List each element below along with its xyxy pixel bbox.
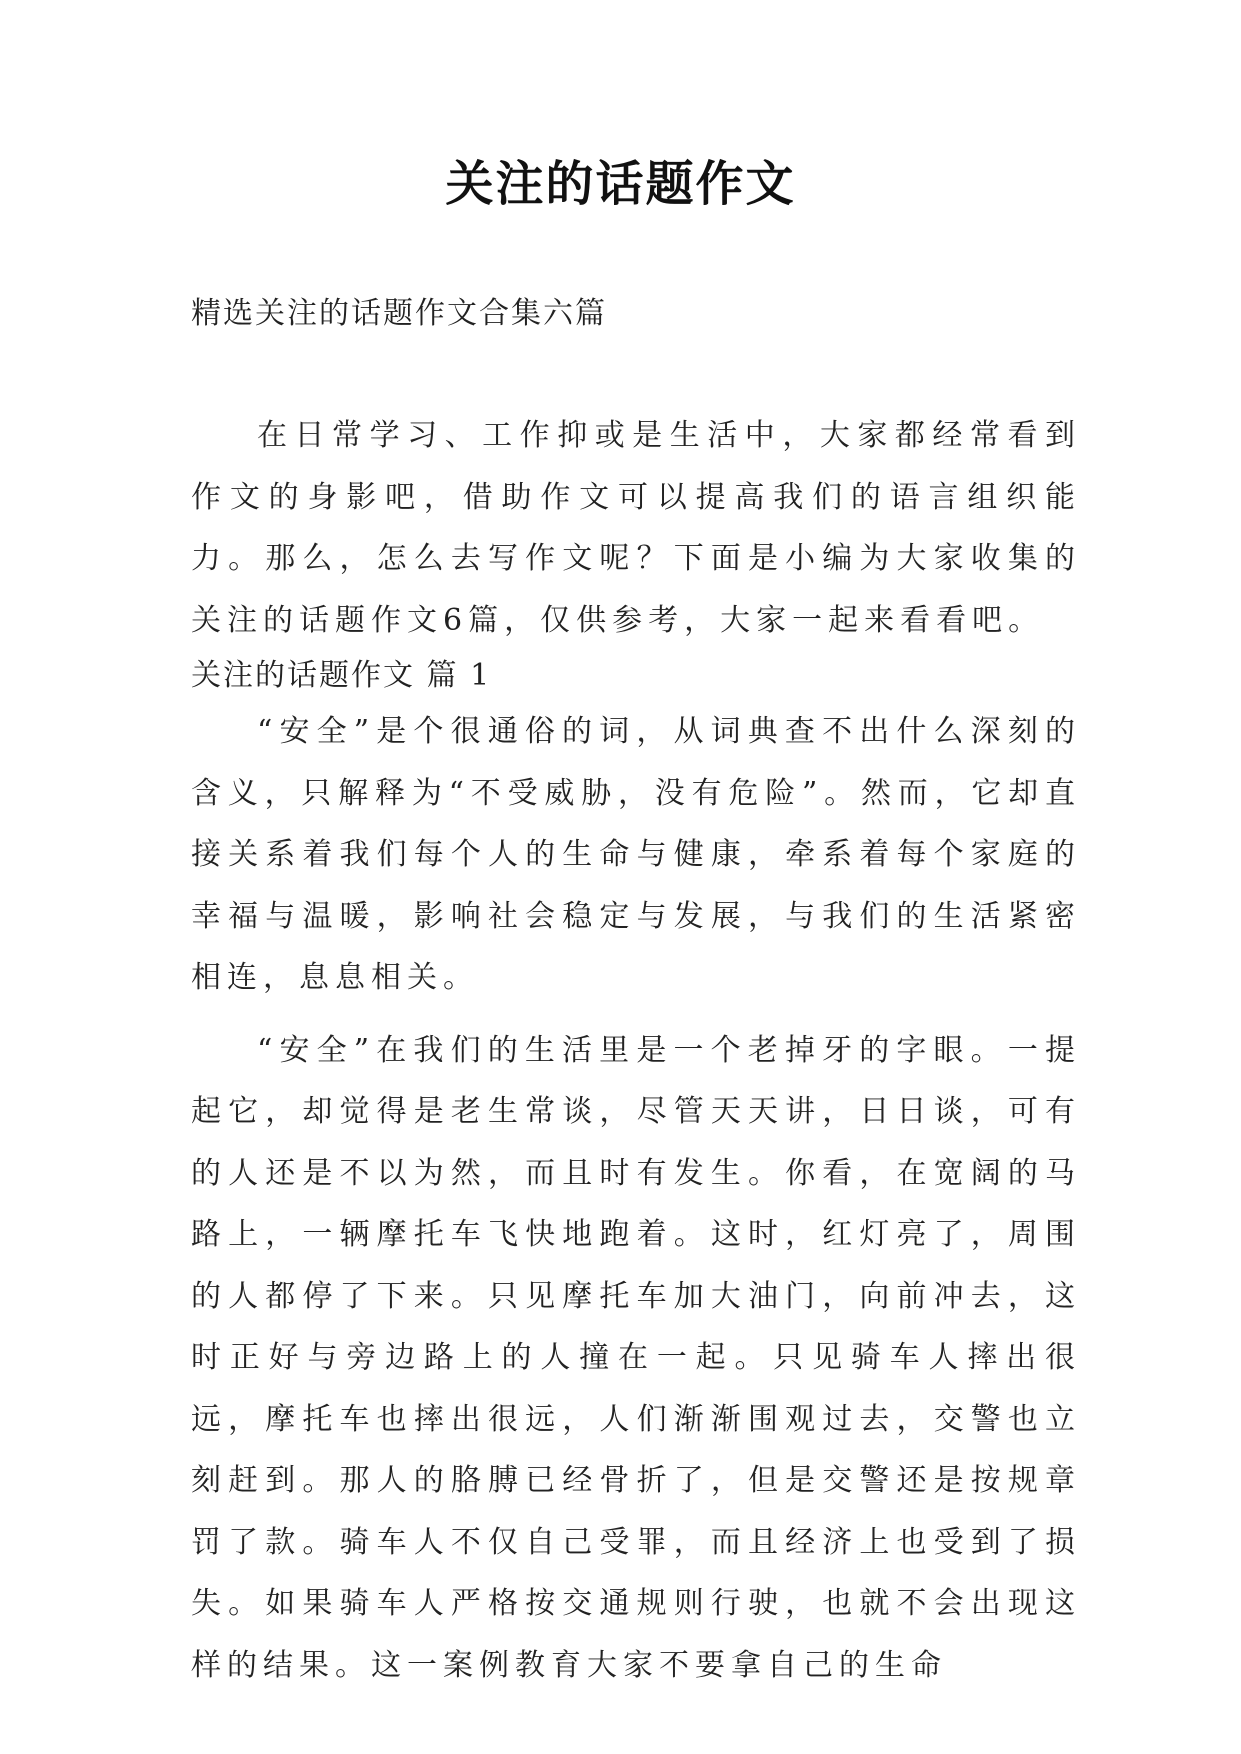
document-subtitle: 精选关注的话题作文合集六篇 [191, 296, 607, 331]
body-paragraph: “安全”在我们的生活里是一个老掉牙的字眼。一提起它，却觉得是老生常谈，尽管天天讲，日日谈，可有的人还是不以为然，而且时有发生。你看，在宽阔的马路上，一辆摩托车飞快地跑着。这时，红灯亮了，周围的人都停了下来。只见摩托车加大油门，向前冲去，这时正好与旁边路上的人撞在一起。只见骑车人摔出很远，摩托车也摔出很远，人们渐渐围观过去，交警也立刻赶到。那人的胳膊已经骨折了，但是交警还是按规章罚了款。骑车人不仅自己受罪，而且经济上也受到了损失。如果骑车人严格按交通规则行驶，也就不会出现这样的结果。这一案例教育大家不要拿自己的生命 [191, 1032, 1081, 1683]
intro-paragraph: 在日常学习、工作抑或是生活中，大家都经常看到作文的身影吧，借助作文可以提高我们的语言组织能力。那么，怎么去写作文呢？下面是小编为大家收集的关注的话题作文6篇，仅供参考，大家一起来看看吧。 [191, 418, 1081, 638]
paragraph-spacer [191, 1009, 1081, 1020]
document-body [191, 405, 1081, 1696]
body-paragraph: “安全”是个很通俗的词，从词典查不出什么深刻的含义，只解释为“不受威胁，没有危险”。然而，它却直接关系着我们每个人的生命与健康，牵系着每个家庭的幸福与温暖，影响社会稳定与发展，与我们的生活紧密相连，息息相关。 [191, 714, 1081, 995]
section-heading: 关注的话题作文 篇 1 [191, 658, 492, 693]
document-title: 关注的话题作文 [445, 156, 796, 212]
